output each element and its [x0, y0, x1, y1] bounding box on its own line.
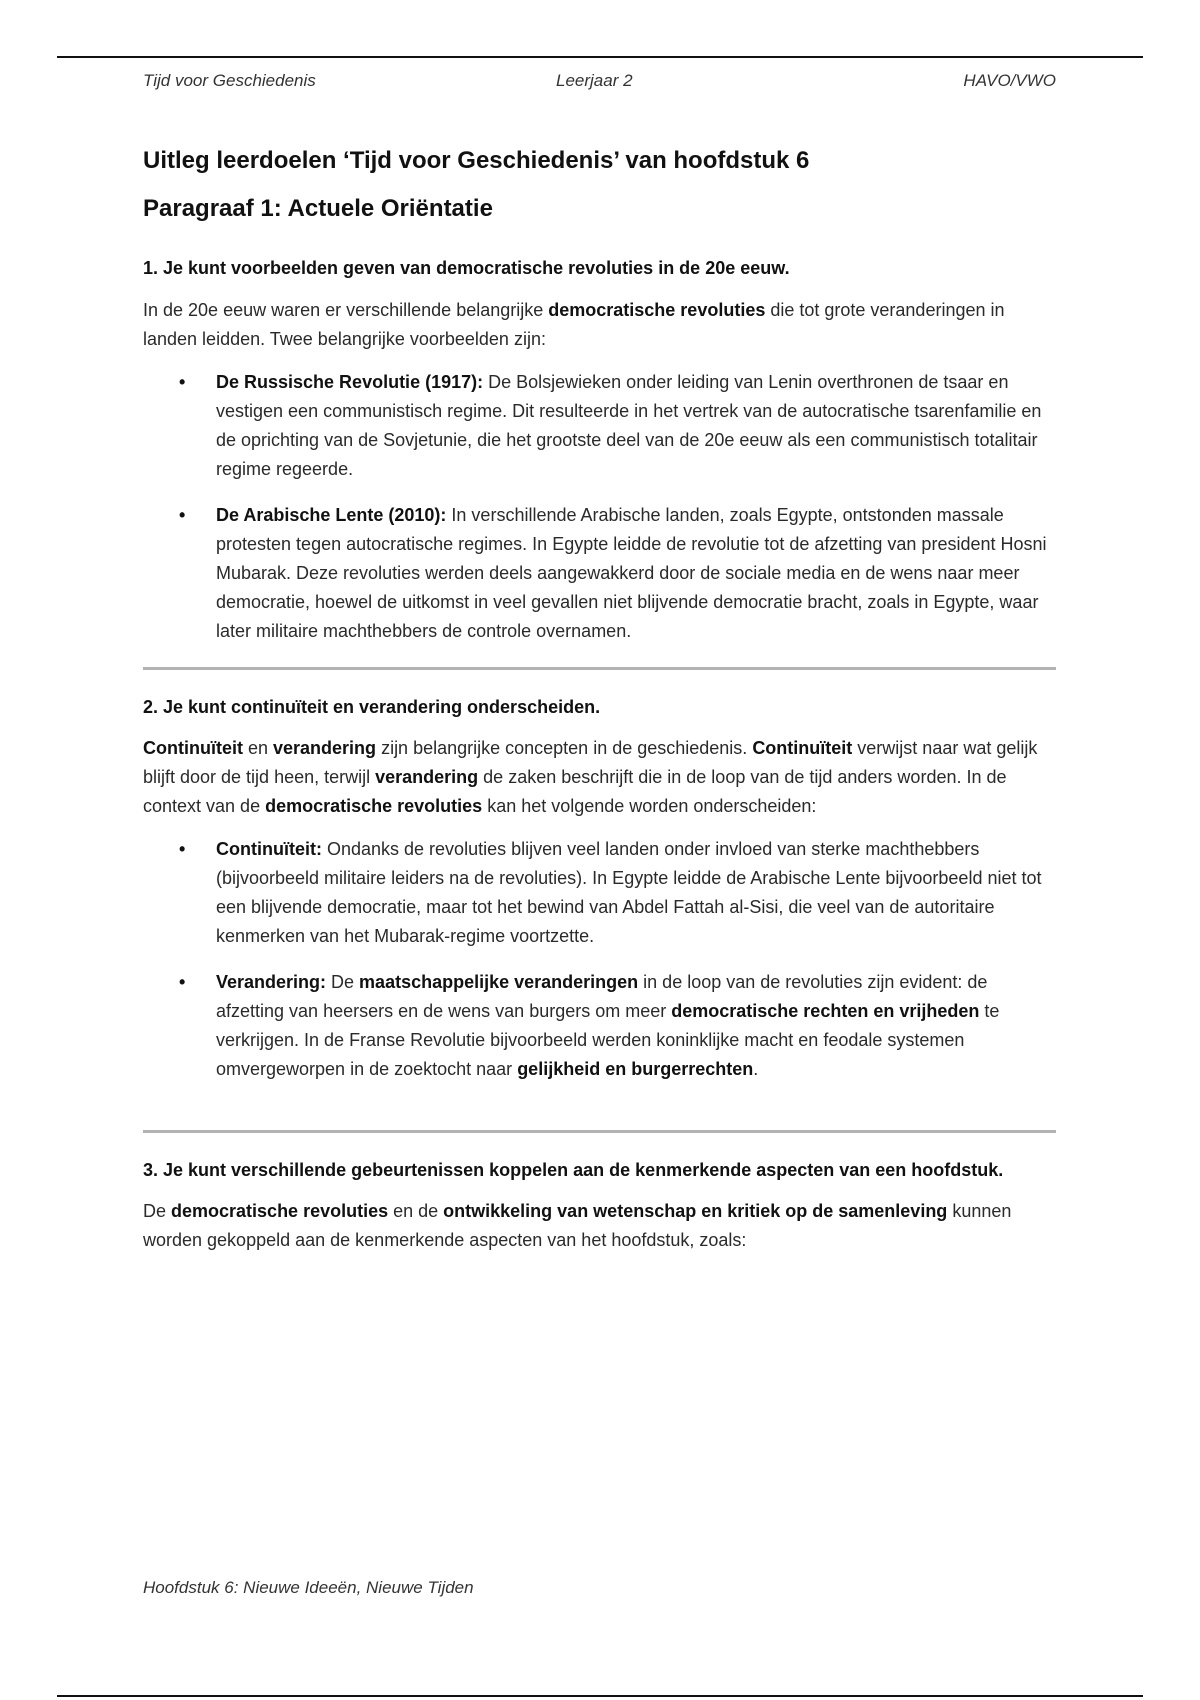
bold-run: gelijkheid en burgerrechten	[517, 1059, 754, 1079]
bold-run: democratische rechten en vrijheden	[671, 1001, 980, 1021]
list-item-text: In verschillende Arabische landen, zoals Egypte, ontstonden massale protesten tegen autocratische regimes. In Egypte leidde de revolutie tot de afzetting van president Hosni Mubarak. Deze revoluties werden deels aangewakkerd door de sociale media en de wens naar meer democratie, hoewel de uitkomst in veel gevallen niet blijvende democratie bracht, zoals in Egypte, waar later militaire machthebbers de controle overnamen.	[216, 505, 1047, 641]
list-item-text: De Bolsjewieken onder leiding van Lenin overthronen de tsaar en vestigen een communistisch regime. Dit resulteerde in het vertrek van de autocratische tsarenfamilie en de oprichting van de Sovjetunie, die het grootste deel van de 20e eeuw als een communistisch totalitair regime regeerde.	[216, 372, 1042, 479]
section-2-list	[143, 835, 1056, 1084]
section-1	[143, 253, 1056, 646]
text-run: die tot grote veranderingen in landen leidden. Twee belangrijke voorbeelden zijn:	[143, 300, 1005, 349]
text-run: kunnen worden gekoppeld aan de kenmerkende aspecten van het hoofdstuk, zoals:	[143, 1201, 1012, 1250]
text-run: en de	[388, 1201, 444, 1221]
bold-run: maatschappelijke veranderingen	[359, 972, 639, 992]
bullet-icon: •	[179, 505, 186, 525]
paragraph-title: Paragraaf 1: Actuele Oriëntatie	[143, 195, 493, 222]
list-item	[143, 501, 1056, 646]
bottom-rule	[57, 1695, 1143, 1697]
list-item-label: Verandering:	[216, 972, 327, 992]
bold-run: Continuïteit	[143, 738, 243, 758]
text-run: .	[753, 1059, 759, 1079]
list-item-label: De Russische Revolutie (1917):	[216, 372, 484, 392]
section-2-intro	[143, 734, 1056, 821]
bullet-icon: •	[179, 972, 186, 992]
header-level: HAVO/VWO	[963, 71, 1056, 90]
bold-run: verandering	[273, 738, 377, 758]
section-1-heading: 1. Je kunt voorbeelden geven van democratische revoluties in de 20e eeuw.	[143, 258, 790, 278]
header-title: Tijd voor Geschiedenis	[143, 71, 316, 90]
section-1-list	[143, 368, 1056, 646]
top-rule	[57, 56, 1143, 58]
list-item	[143, 968, 1056, 1084]
text-run: De	[143, 1201, 172, 1221]
bold-run: ontwikkeling van wetenschap en kritiek op de samenleving	[443, 1201, 948, 1221]
text-run: verwijst naar wat gelijk blijft door de tijd heen, terwijl	[143, 738, 1038, 787]
section-1-intro	[143, 296, 1056, 354]
list-item-label: Continuïteit:	[216, 839, 322, 859]
bold-run: verandering	[375, 767, 479, 787]
bold-run: democratische revoluties	[265, 796, 483, 816]
bold-run: democratische revoluties	[548, 300, 766, 320]
text-run: De	[326, 972, 360, 992]
list-item-text: Ondanks de revoluties blijven veel landen onder invloed van sterke machthebbers (bijvoorbeeld militaire leiders na de revoluties). In Egypte leidde de Arabische Lente bijvoorbeeld niet tot een blijvende democratie, maar tot het bewind van Abdel Fattah al-Sisi, die veel van de autoritaire kenmerken van het Mubarak-regime voortzette.	[216, 839, 1042, 946]
section-2	[143, 692, 1056, 1084]
document-title: Uitleg leerdoelen ‘Tijd voor Geschiedenis’ van hoofdstuk 6	[143, 147, 810, 174]
text-run: de zaken beschrijft die in de loop van de tijd anders worden. In de context van de	[143, 767, 1007, 816]
section-3	[143, 1155, 1056, 1255]
section-2-heading: 2. Je kunt continuïteit en verandering onderscheiden.	[143, 697, 601, 717]
list-item	[143, 835, 1056, 951]
text-run: kan het volgende worden onderscheiden:	[482, 796, 817, 816]
text-run: te verkrijgen. In de Franse Revolutie bijvoorbeeld werden koninklijke macht en feodale systemen omvergeworpen in de zoektocht naar	[216, 1001, 1000, 1079]
text-run: zijn belangrijke concepten in de geschiedenis.	[376, 738, 753, 758]
section-divider	[143, 667, 1056, 670]
section-divider	[143, 1130, 1056, 1133]
document-body	[143, 144, 1056, 1255]
list-item-label: De Arabische Lente (2010):	[216, 505, 447, 525]
list-item	[143, 368, 1056, 484]
bullet-icon: •	[179, 372, 186, 392]
page-footer: Hoofdstuk 6: Nieuwe Ideeën, Nieuwe Tijden	[143, 1578, 474, 1597]
bullet-icon: •	[179, 839, 186, 859]
section-3-intro	[143, 1197, 1056, 1255]
section-3-heading: 3. Je kunt verschillende gebeurtenissen koppelen aan de kenmerkende aspecten van een hoofdstuk.	[143, 1160, 1004, 1180]
text-run: In de 20e eeuw waren er verschillende belangrijke	[143, 300, 549, 320]
bold-run: democratische revoluties	[171, 1201, 389, 1221]
text-run: en	[242, 738, 274, 758]
text-run: in de loop van de revoluties zijn evident: de afzetting van heersers en de wens van burgers om meer	[216, 972, 988, 1021]
bold-run: Continuïteit	[752, 738, 853, 758]
header-year: Leerjaar 2	[556, 71, 633, 90]
